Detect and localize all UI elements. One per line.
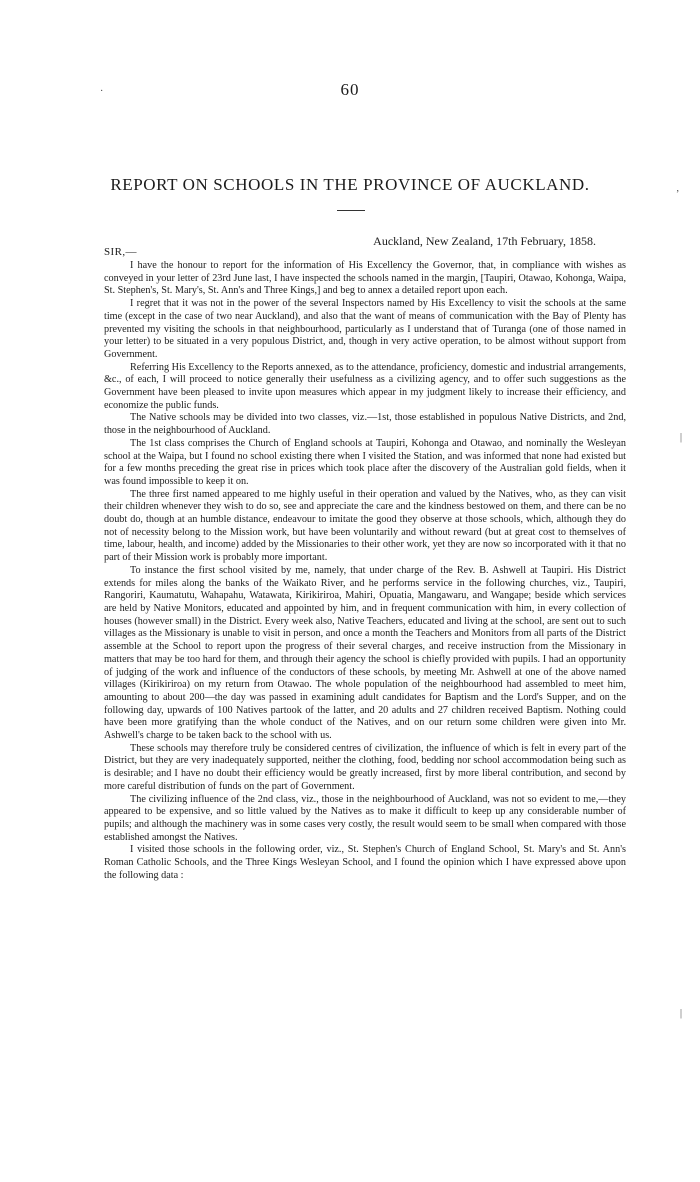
paragraph: To instance the first school visited by me, namely, that under charge of the Rev. B. Ashwell at Taupiri. His District extends for miles along the banks of the Waikato River, and he performs service in the following churches, viz., Taupiri, Rangoriri, Kaumatutu, Wahapahu, Watawata, Kirikiriroa, Mahiri, Opuatia, Mangawaru, and Wangape; beside which services are held by Native Monitors, educated and appointed by him, and in frequent communication with him, in every collection of houses (however small) in the District. Every week also, Native Teachers, educated and living at the school, are sent out to such villages as the Missionary is unable to visit in person, and once a month the Teachers and Monitors from all parts of the District assemble at the School to report upon the progress of their several charges, and receive instruction from the Missionary in matters that may be too hard for them, and through their agency the school is chiefly provided with pupils. I had an opportunity of judging of the work and influence of the conductors of these schools, by meeting Mr. Ashwell at one of the above named villages (Kirikiriroa) on my return from Otawao. The whole population of the neighbourhood had assembled to meet him, amounting to about 200—the day was passed in examining adult candidates for Baptism and the Lord's Supper, and on the following day, upwards of 100 Natives partook of the latter, and 20 adults and 27 children received Baptism. Nothing could have been more gratifying than the whole conduct of the Natives, and on our return some children were given into Mr. Ashwell's charge to be taken back to the school with us. — [104, 564, 626, 742]
scan-mark: | — [680, 432, 683, 443]
paragraph: I visited those schools in the following order, viz., St. Stephen's Church of England School, St. Mary's and St. Ann's Roman Catholic Schools, and the Three Kings Wesleyan School, and I found the opinion which I have expressed above upon the following data : — [104, 844, 626, 881]
paragraph: The 1st class comprises the Church of England schools at Taupiri, Kohonga and Otawao, and nominally the Wesleyan school at the Waipa, but I found no school existing there when I visited the Station, and was informed that none had existed but for a few months preceding the great rise in prices which took place after the discovery of the Australian gold fields, when it was found impossible to keep it on. — [104, 437, 626, 487]
scan-mark: ‚ — [676, 183, 680, 194]
page-number: 60 — [340, 80, 360, 99]
scan-mark: | — [680, 1008, 683, 1019]
paragraph: The civilizing influence of the 2nd class, viz., those in the neighbourhood of Auckland, was not so evident to me,—they appeared to be expensive, and so little valued by the Natives as to make it difficult to keep up any considerable number of pupils; and although the machinery was in some cases very costly, the result would seem to be small when compared with those established amongst the Natives. — [104, 793, 626, 843]
paragraph: The three first named appeared to me highly useful in their operation and valued by the Natives, who, as they can visit their children whenever they wish to do so, see and appreciate the care and the kindness bestowed on them, and there can be no doubt do, though at an humble distance, endeavour to imitate the good they observe at those schools, which, although they do not of necessity belong to the Mission work, but have been voluntarily and without reward (but at great cost to themselves of time, labour, health, and income) added by the Missionaries to their other work, yet they are now so incorporated with it that no part of their Mission work is probably more important. — [104, 488, 626, 564]
title-divider — [337, 210, 365, 211]
paragraph: The Native schools may be divided into two classes, viz.—1st, those established in populous Native Districts, and 2nd, those in the neighbourhood of Auckland. — [104, 412, 626, 437]
dateline: Auckland, New Zealand, 17th February, 1858. — [373, 234, 596, 248]
report-body — [104, 260, 626, 882]
scan-mark: · — [100, 86, 104, 97]
paragraph: I regret that it was not in the power of the several Inspectors named by His Excellency to visit the schools at the same time (except in the case of two near Auckland), and also that the want of means of communication with the Bay of Plenty has prevented my visiting the schools in that neighbourhood, particularly as I understand that of Turanga (one of those named in your letter) to be situated in a very populous District, and, though in very active operation, to be almost without support from Government. — [104, 298, 626, 360]
salutation: SIR,— — [104, 246, 137, 258]
paragraph: I have the honour to report for the information of His Excellency the Governor, that, in compliance with wishes as conveyed in your letter of 23rd June last, I have inspected the schools named in the margin, [Taupiri, Otawao, Kohonga, Waipa, St. Stephen's, St. Mary's, St. Ann's and Three Kings,] and beg to annex a detailed report upon each. — [104, 260, 626, 297]
report-title: REPORT ON SCHOOLS IN THE PROVINCE OF AUCKLAND. — [110, 175, 590, 194]
paragraph: These schools may therefore truly be considered centres of civilization, the influence of which is felt in every part of the District, but they are very inadequately supported, neither the clothing, food, bedding nor school accommodation being such as is desirable; and I have no doubt their efficiency would be greatly increased, first by more liberal contribution, and second by more careful distribution of funds on the part of Government. — [104, 742, 626, 792]
paragraph: Referring His Excellency to the Reports annexed, as to the attendance, proficiency, domestic and industrial arrangements, &c., of each, I will proceed to notice generally their usefulness as a civilizing agency, and to offer such suggestions as the Government have been pleased to invite upon measures which appear in my judgment likely to increase their efficiency, and economize the public funds. — [104, 361, 626, 411]
